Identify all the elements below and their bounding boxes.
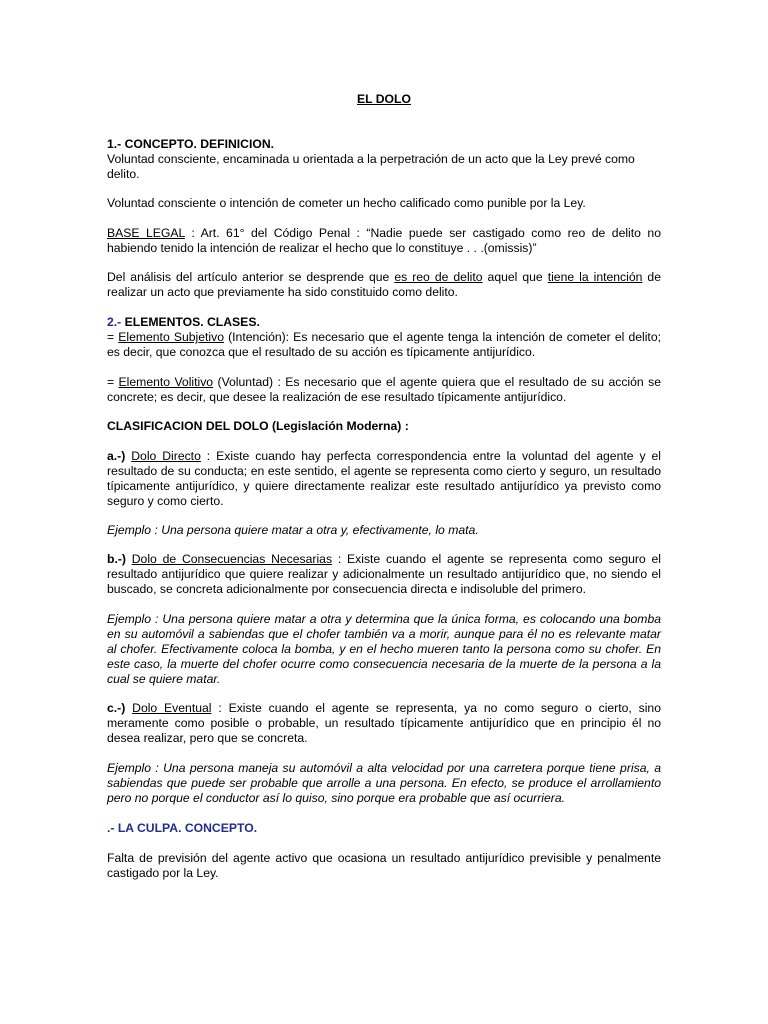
dolo-type-label: Dolo Eventual [132,701,212,715]
element-volitivo-paragraph: = Elemento Volitivo (Voluntad) : Es necesario que el agente quiera que el resultado de su acción se concrete; es decir, que desee la realización de ese resultado típicamente antijurídico. [107,375,661,404]
section-heading-concepto: 1.- CONCEPTO. DEFINICION. [107,137,275,151]
example-paragraph: Ejemplo : Una persona quiere matar a otra y, efectivamente, lo mata. [107,523,479,537]
definition-paragraph-2: Voluntad consciente o intención de cometer un hecho calificado como punible por la Ley. [107,196,586,210]
base-legal-text: : Art. 61° del Código Penal : “Nadie puede ser castigado como reo de delito no habiendo tenido la intención de realizar el hecho que lo constituye . . .(omissis)” [107,226,661,255]
example-paragraph: Ejemplo : Una persona maneja su automóvil a alta velocidad por una carretera porque tiene prisa, a sabiendas que puede ser probable que arrolle a una persona. En efecto, se produce el arrollamiento pero no porque el conductor así lo quiso, sino porque era probable que así ocurriera. [107,761,661,805]
list-marker: c.-) [107,701,126,715]
example-paragraph: Ejemplo : Una persona quiere matar a otra y determina que la única forma, es colocando una bomba en su automóvil a sabiendas que el chofer también va a morir, aunque para él no es relevante matar al chofer. Efectivamente coloca la bomba, y en el hecho mueren tanto la persona como su chofer. En este caso, la muerte del chofer ocurre como consecuencia necesaria de la muerte de la persona a la cual se quiere matar. [107,612,661,686]
underlined-phrase: tiene la intención [547,270,643,284]
dolo-type-label: Dolo de Consecuencias Necesarias [131,552,333,566]
base-legal-paragraph [107,226,661,256]
dolo-eventual-paragraph: c.-) Dolo Eventual : Existe cuando el agente se representa, ya no como seguro o cierto, sino meramente como posible o probable, un resultado típicamente antijurídico que en principio él no desea realizar, pero que se concreta. [107,701,661,745]
element-label: Elemento Volitivo [118,375,214,389]
list-marker: b.-) [107,552,126,566]
element-subjetivo-paragraph: = Elemento Subjetivo (Intención): Es necesario que el agente tenga la intención de cometer el delito; es decir, que conozca que el resultado de su acción es típicamente antijurídico. [107,330,661,359]
section-number: 2.- [107,315,122,329]
document-title: EL DOLO [357,92,411,106]
element-label: Elemento Subjetivo [118,330,224,344]
section-heading-elementos: 2.- ELEMENTOS. CLASES. [107,315,260,329]
dolo-consecuencias-paragraph: b.-) Dolo de Consecuencias Necesarias : Existe cuando el agente se representa como seguro el resultado antijurídico que quiere realizar y adicionalmente un resultado antijurídico que, no siendo el buscado, se concreta adicionalmente por consecuencia directa e indisoluble del primero. [107,552,661,596]
classification-heading: CLASIFICACION DEL DOLO (Legislación Moderna) : [107,419,409,433]
analysis-paragraph: Del análisis del artículo anterior se desprende que es reo de delito aquel que tiene la intención de realizar un acto que previamente ha sido constituido como delito. [107,270,661,299]
base-legal-label: BASE LEGAL [107,226,185,240]
culpa-paragraph: Falta de previsión del agente activo que ocasiona un resultado antijurídico previsible y penalmente castigado por la Ley. [107,851,661,880]
section-concepto [107,137,661,182]
definition-paragraph: Voluntad consciente, encaminada u orientada a la perpetración de un acto que la Ley prevé como delito. [107,152,635,181]
section-elementos [107,315,661,360]
section-heading-culpa: .- LA CULPA. CONCEPTO. [107,821,258,835]
underlined-phrase: es reo de delito [394,270,483,284]
dolo-directo-paragraph: a.-) Dolo Directo : Existe cuando hay perfecta correspondencia entre la voluntad del agente y el resultado de su conducta; en este sentido, el agente se representa como cierto y seguro, un resultado típicamente antijurídico, y quiere directamente realizar este resultado antijurídico ya previsto como seguro y como cierto. [107,449,661,508]
dolo-type-label: Dolo Directo [131,449,201,463]
list-marker: a.-) [107,449,126,463]
